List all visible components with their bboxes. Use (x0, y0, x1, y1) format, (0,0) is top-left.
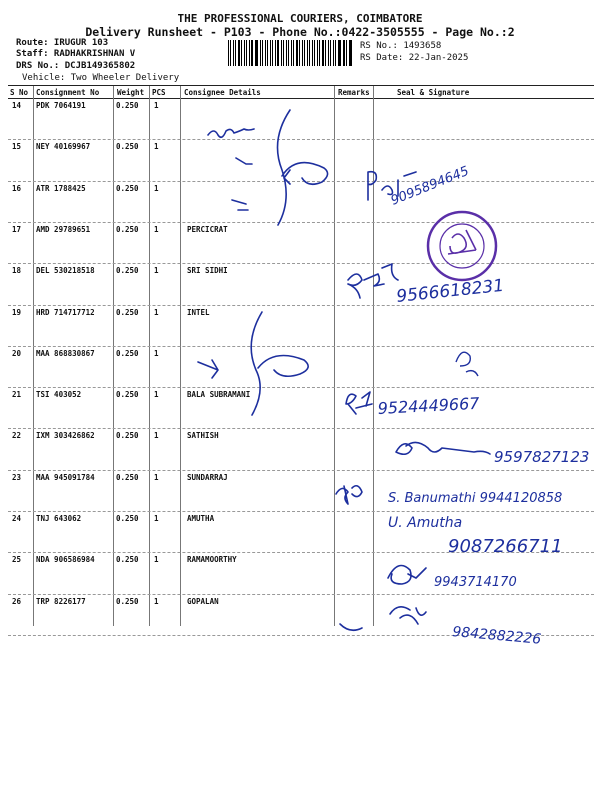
handwritten-name: U. Amutha (388, 515, 463, 531)
row-pcs: 1 (154, 555, 159, 565)
row-weight: 0.250 (116, 266, 139, 276)
row-sno: 26 (12, 596, 22, 606)
staff-label: Staff: RADHAKRISHNAN V (16, 49, 136, 59)
row-consignment: TRP 8226177 (36, 596, 86, 606)
row-weight: 0.250 (116, 101, 139, 110)
row-consignee: BALA SUBRAMANI (187, 390, 251, 400)
row-consignment: MAA 945091784 (36, 472, 95, 482)
row-weight: 0.250 (116, 348, 139, 358)
signature-18 (348, 264, 398, 298)
signature-tick-26 (340, 624, 362, 630)
row-pcs: 1 (154, 101, 159, 110)
handwritten-name-phone: S. Banumathi 9944120858 (388, 491, 563, 506)
route-label: Route: IRUGUR 103 (16, 38, 109, 48)
row-weight: 0.250 (116, 514, 139, 523)
company-title: THE PROFESSIONAL COURIERS, COIMBATORE (177, 12, 423, 25)
row-consignment: MAA 868830867 (36, 348, 95, 358)
row-pcs: 1 (154, 390, 159, 400)
row-weight: 0.250 (116, 390, 139, 400)
row-consignment: TSI 403052 (36, 390, 82, 400)
row-consignment: IXM 303426862 (36, 431, 95, 441)
row-consignment: NDA 906586984 (36, 555, 95, 565)
row-consignment: HRD 714717712 (36, 307, 95, 317)
handwritten-phone: 9943714170 (434, 575, 517, 590)
row-sno: 23 (12, 472, 22, 482)
col-remarks: Remarks (338, 88, 370, 97)
row-sno: 24 (12, 514, 22, 523)
row-weight: 0.250 (116, 596, 139, 606)
signature-negra (208, 129, 254, 137)
signature-dash (232, 200, 248, 210)
row-weight: 0.250 (116, 472, 139, 482)
row-consignee: SATHISH (187, 431, 219, 441)
row-pcs: 1 (154, 472, 159, 482)
col-sno: S No (10, 88, 29, 97)
row-sno: 21 (12, 390, 22, 400)
row-pcs: 1 (154, 431, 159, 441)
row-consignment: PDK 7064191 (36, 101, 86, 110)
row-sno: 22 (12, 431, 22, 441)
row-consignment: AMD 29789651 (36, 224, 91, 234)
row-weight: 0.250 (116, 142, 139, 152)
row-sno: 19 (12, 307, 22, 317)
row-sno: 15 (12, 142, 22, 152)
rs-number: RS No.: 1493658 (360, 41, 442, 51)
handwritten-phone: 9087266711 (448, 536, 563, 557)
row-consignee: AMUTHA (187, 514, 215, 523)
handwritten-phone: 9566618231 (395, 275, 506, 307)
row-weight: 0.250 (116, 307, 139, 317)
row-sno: 17 (12, 224, 22, 234)
row-sno: 20 (12, 348, 22, 358)
row-consignment: DEL 530218518 (36, 266, 95, 276)
row-consignee: PERCICRAT (187, 224, 228, 234)
row-weight: 0.250 (116, 183, 139, 193)
col-pcs: PCS (152, 88, 166, 97)
drs-label: DRS No.: DCJB149365802 (16, 61, 136, 71)
signature-bracket (278, 110, 328, 225)
handwritten-phone: 9842882226 (451, 624, 542, 648)
row-consignment: NEY 40169967 (36, 142, 91, 152)
row-consignee: RAMAMOORTHY (187, 555, 237, 565)
col-seal: Seal & Signature (397, 88, 470, 97)
row-consignee: INTEL (187, 307, 210, 317)
signature-21 (346, 392, 372, 414)
row-consignment: ATR 1788425 (36, 183, 86, 193)
runsheet-title: Delivery Runsheet - P103 - Phone No.:0422-3505555 - Page No.:2 (85, 25, 515, 39)
signature-26 (390, 607, 426, 624)
signature-22 (396, 442, 490, 454)
handwritten-phone: 9524449667 (377, 393, 480, 418)
row-weight: 0.250 (116, 224, 139, 234)
row-weight: 0.250 (116, 431, 139, 441)
row-pcs: 1 (154, 224, 159, 234)
row-pcs: 1 (154, 596, 159, 606)
col-consignment: Consignment No (36, 88, 100, 97)
row-consignee: GOPALAN (187, 596, 219, 606)
row-consignee: SUNDARRAJ (187, 472, 228, 482)
signature-23 (336, 486, 362, 504)
row-consignment: TNJ 643062 (36, 514, 82, 523)
row-pcs: 1 (154, 266, 159, 276)
signature-swirl-2 (251, 312, 308, 415)
signature-arrow-20 (198, 360, 218, 378)
row-pcs: 1 (154, 348, 159, 358)
rs-date: RS Date: 22-Jan-2025 (360, 53, 469, 63)
row-pcs: 1 (154, 307, 159, 317)
row-pcs: 1 (154, 514, 159, 523)
vehicle-label: Vehicle: Two Wheeler Delivery (22, 73, 180, 83)
col-consignee: Consignee Details (184, 88, 261, 97)
row-pcs: 1 (154, 183, 159, 193)
row-pcs: 1 (154, 142, 159, 152)
handwritten-phone: 9597827123 (494, 448, 590, 466)
signature-25 (388, 566, 426, 585)
row-sno: 18 (12, 266, 22, 276)
row-sno: 25 (12, 555, 22, 565)
row-weight: 0.250 (116, 555, 139, 565)
row-sno: 16 (12, 183, 22, 193)
row-consignee: SRI SIDHI (187, 266, 228, 276)
handwritten-phone: 9095894645 (388, 163, 472, 209)
row-sno: 14 (12, 101, 22, 110)
col-weight: Weight (117, 88, 145, 97)
